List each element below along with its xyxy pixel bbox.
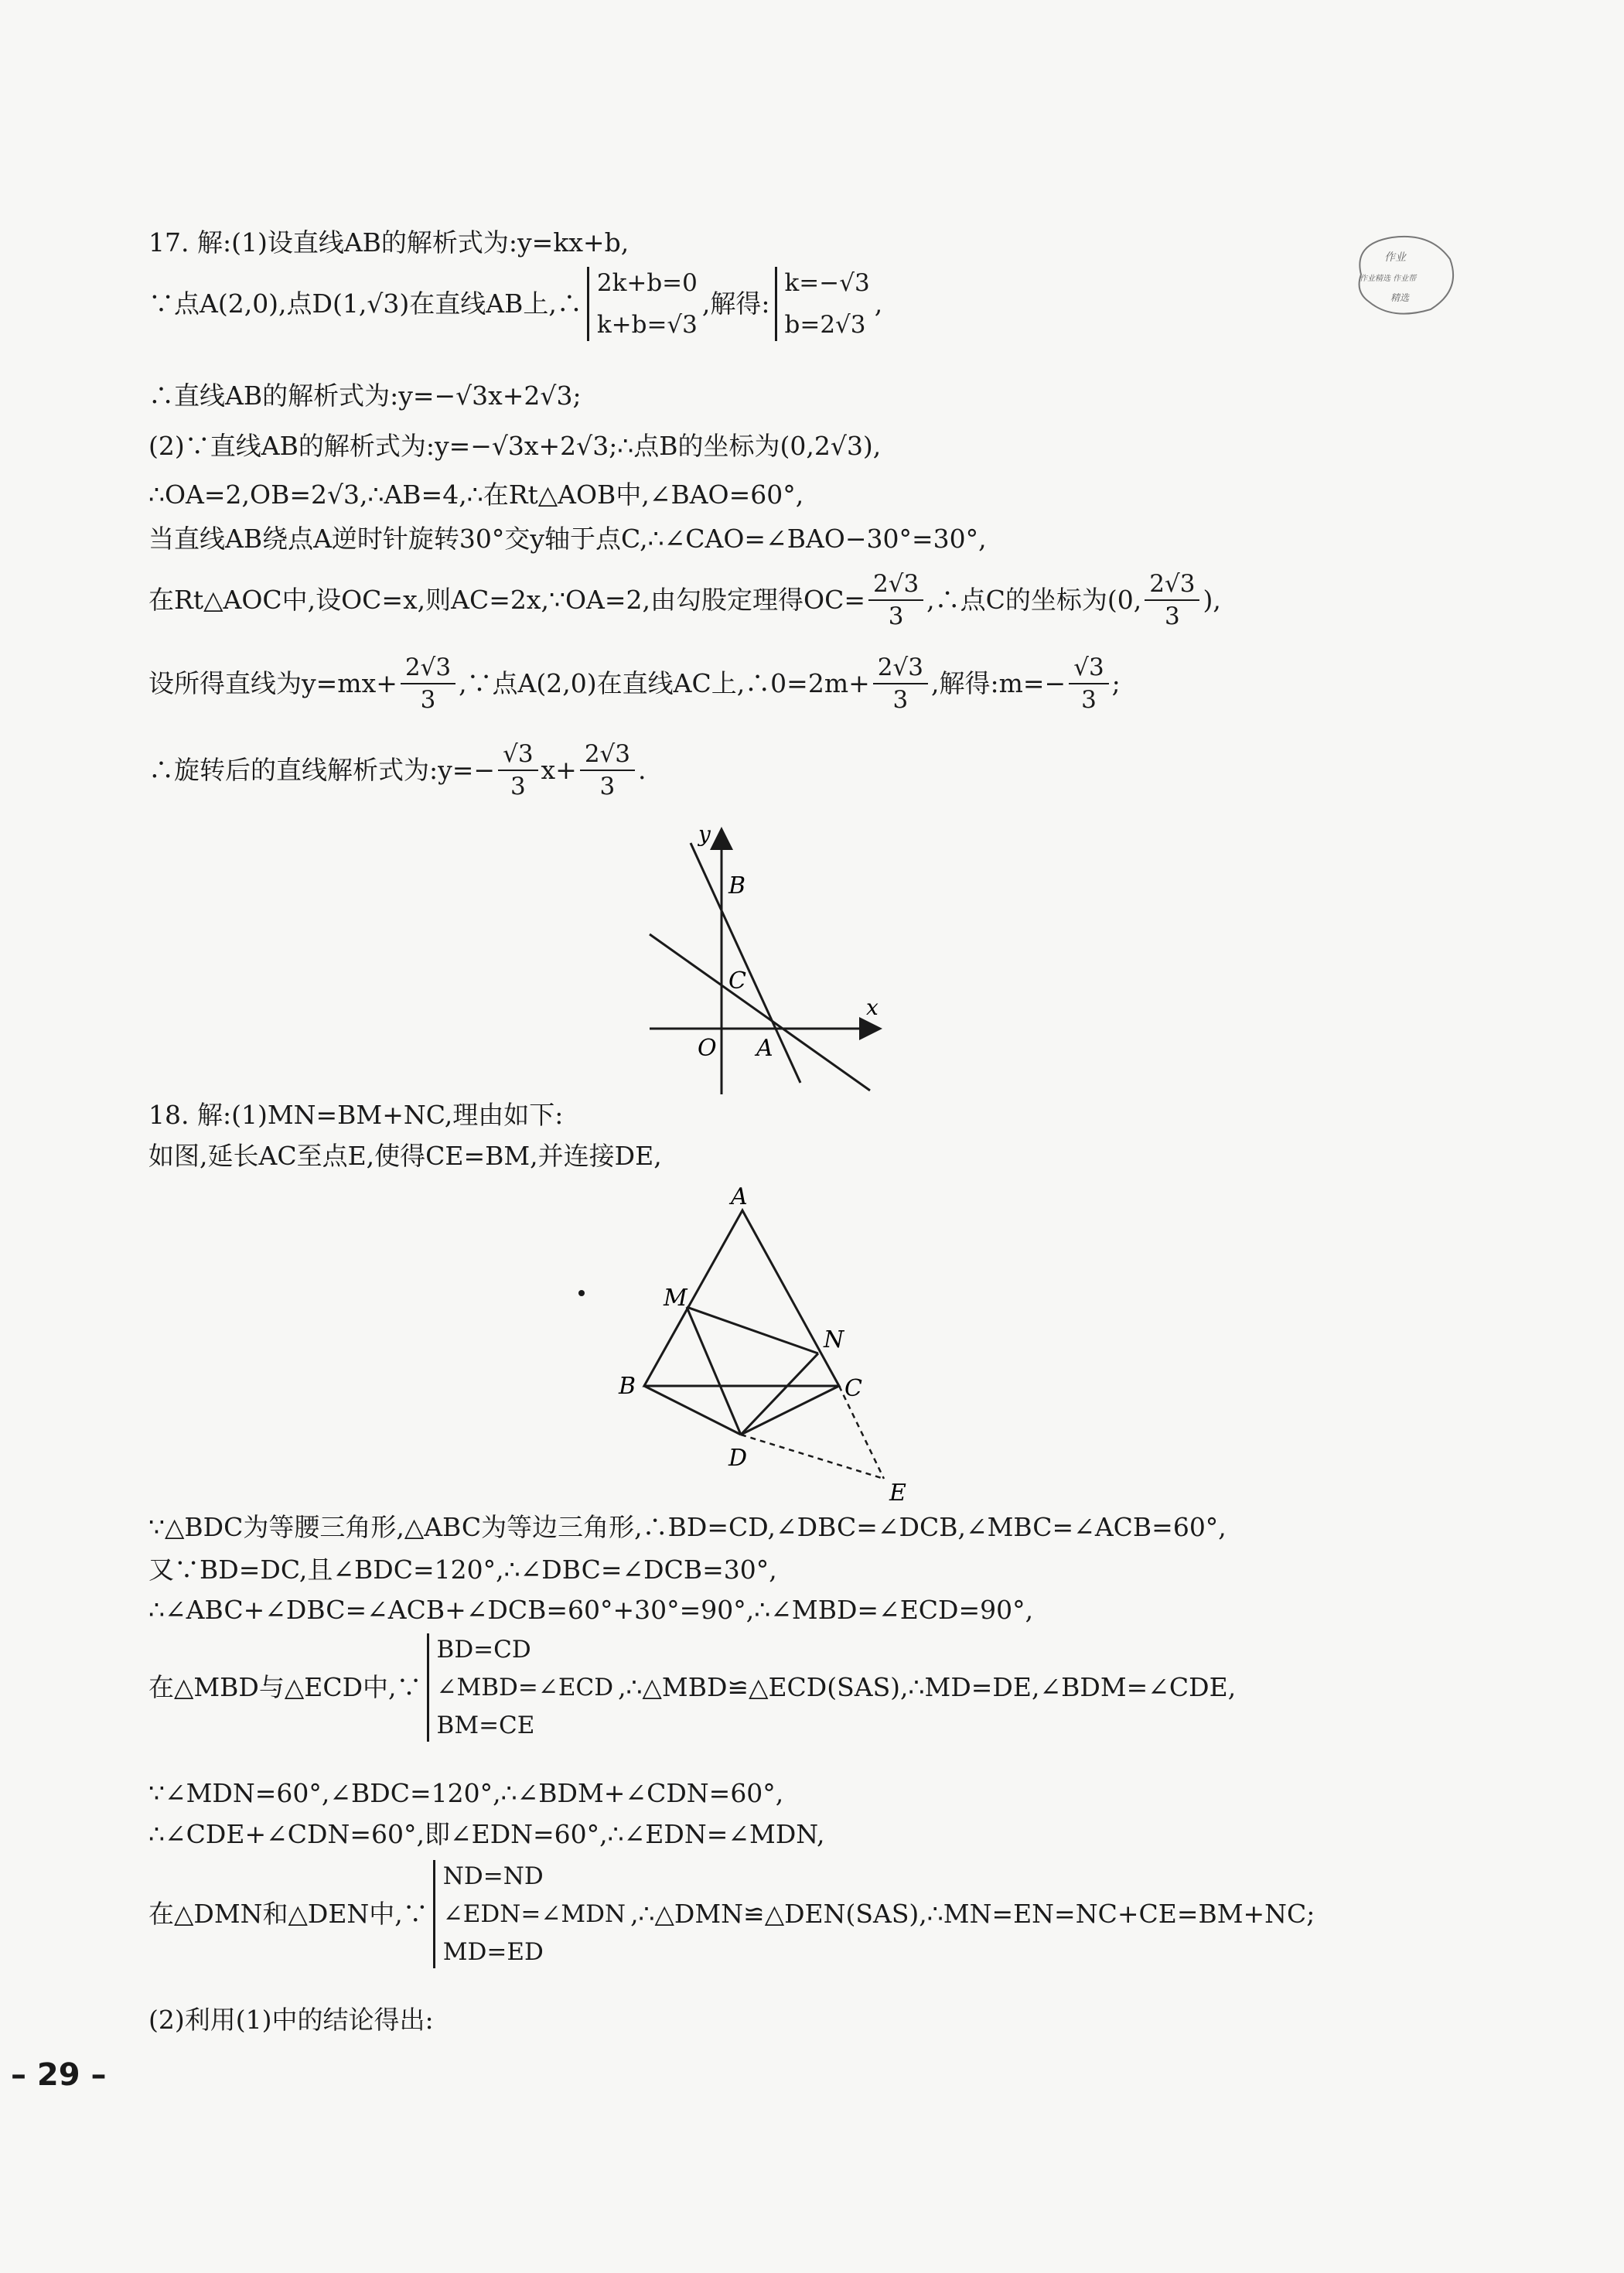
system-eq: ND=ND bbox=[442, 1862, 544, 1890]
q17-line-5: ∴OA=2,OB=2√3,∴AB=4,∴在Rt△AOB中,∠BAO=60°, bbox=[148, 480, 804, 510]
q18-line-7: ∵∠MDN=60°,∠BDC=120°,∴∠BDM+∠CDN=60°, bbox=[148, 1778, 784, 1808]
segment-bd bbox=[644, 1386, 741, 1435]
q18-line-9 bbox=[148, 1860, 1315, 1968]
q17-line-7-mid: ,∴点C的坐标为(0, bbox=[926, 585, 1142, 615]
frac-num: 2√3 bbox=[1145, 568, 1199, 601]
q17-line-2-mid: ,解得: bbox=[701, 288, 770, 319]
frac-den: 3 bbox=[1081, 686, 1097, 714]
label-x: x bbox=[866, 995, 879, 1020]
q17-line-4: (2)∵直线AB的解析式为:y=−√3x+2√3;∴点B的坐标为(0,2√3), bbox=[148, 431, 882, 461]
label-n: N bbox=[824, 1326, 844, 1353]
q17-line-7-pre: 在Rt△AOC中,设OC=x,则AC=2x,∵OA=2,由勾股定理得OC= bbox=[148, 585, 865, 615]
q18-line-6-pre: 在△MBD与△ECD中,∵ bbox=[148, 1672, 422, 1702]
q18-line-8: ∴∠CDE+∠CDN=60°,即∠EDN=60°,∴∠EDN=∠MDN, bbox=[148, 1819, 825, 1849]
stray-dot bbox=[578, 1290, 585, 1296]
q17-line-8-post: ; bbox=[1111, 668, 1121, 698]
frac-den: 3 bbox=[599, 773, 616, 800]
q18-line-6-post: ,∴△MBD≌△ECD(SAS),∴MD=DE,∠BDM=∠CDE, bbox=[618, 1672, 1237, 1702]
frac-den: 3 bbox=[1165, 602, 1180, 630]
q17-line-2-pre: ∵点A(2,0),点D(1,√3)在直线AB上,∴ bbox=[148, 288, 582, 319]
q18-line-1: 18. 解:(1)MN=BM+NC,理由如下: bbox=[148, 1100, 564, 1130]
label-b: B bbox=[619, 1373, 636, 1400]
q18-system-1 bbox=[427, 1633, 614, 1742]
q17-line-9-mid: x+ bbox=[541, 755, 577, 785]
system-eq: 2k+b=0 bbox=[596, 269, 698, 297]
label-d: D bbox=[728, 1445, 748, 1472]
label-a: A bbox=[756, 1035, 773, 1062]
q17-line-8-mid1: ,∵点A(2,0)在直线AC上,∴0=2m+ bbox=[459, 668, 870, 698]
frac-den: 3 bbox=[510, 773, 526, 800]
system-eq: ∠EDN=∠MDN bbox=[442, 1900, 626, 1928]
fraction bbox=[868, 568, 923, 632]
q18-system-2 bbox=[433, 1860, 626, 1968]
system-eq: BM=CE bbox=[436, 1712, 535, 1739]
q17-line-3: ∴直线AB的解析式为:y=−√3x+2√3; bbox=[148, 381, 582, 411]
q17-line-9-pre: ∴旋转后的直线解析式为:y=− bbox=[148, 755, 496, 785]
q17-system-2 bbox=[775, 267, 870, 341]
q17-line-7-post: ), bbox=[1203, 585, 1221, 615]
frac-num: √3 bbox=[1069, 652, 1108, 684]
q18-line-4: 又∵BD=DC,且∠BDC=120°,∴∠DBC=∠DCB=30°, bbox=[148, 1555, 777, 1585]
q18-line-2: 如图,延长AC至点E,使得CE=BM,并连接DE, bbox=[148, 1141, 662, 1171]
q18-line-10: (2)利用(1)中的结论得出: bbox=[148, 2005, 434, 2035]
q17-line-8-mid2: ,解得:m=− bbox=[930, 668, 1066, 698]
q18-line-5: ∴∠ABC+∠DBC=∠ACB+∠DCB=60°+30°=90°,∴∠MBD=∠ECD=90°, bbox=[148, 1595, 1034, 1625]
segment-cd bbox=[741, 1386, 839, 1435]
frac-num: 2√3 bbox=[868, 568, 923, 601]
frac-den: 3 bbox=[888, 602, 904, 630]
label-y: y bbox=[698, 821, 711, 847]
q17-line-1: 17. 解:(1)设直线AB的解析式为:y=kx+b, bbox=[148, 227, 629, 258]
label-o: O bbox=[698, 1035, 717, 1062]
fraction bbox=[401, 652, 455, 715]
fraction bbox=[580, 739, 635, 802]
q17-line-2 bbox=[148, 267, 882, 341]
q17-line-7 bbox=[148, 568, 1221, 632]
stamp-logo bbox=[1346, 228, 1462, 321]
label-b: B bbox=[728, 872, 746, 899]
segment-de-dashed bbox=[741, 1435, 884, 1479]
system-eq: ∠MBD=∠ECD bbox=[436, 1674, 614, 1701]
system-eq: MD=ED bbox=[442, 1938, 544, 1966]
fraction bbox=[1069, 652, 1108, 715]
label-m: M bbox=[664, 1285, 687, 1312]
segment-nd bbox=[741, 1353, 818, 1435]
frac-num: 2√3 bbox=[401, 652, 455, 684]
segment-md bbox=[687, 1307, 741, 1435]
stamp-line2: 作业精选 作业帮 bbox=[1360, 275, 1417, 283]
system-eq: k=−√3 bbox=[784, 269, 870, 297]
coordinate-graph bbox=[642, 820, 889, 1098]
frac-num: 2√3 bbox=[873, 652, 928, 684]
frac-den: 3 bbox=[420, 686, 436, 714]
q17-line-2-post: , bbox=[874, 288, 883, 319]
triangle-figure bbox=[572, 1183, 928, 1508]
q17-line-6: 当直线AB绕点A逆时针旋转30°交y轴于点C,∴∠CAO=∠BAO−30°=30°, bbox=[148, 524, 987, 554]
frac-den: 3 bbox=[892, 686, 909, 714]
q18-line-9-pre: 在△DMN和△DEN中,∵ bbox=[148, 1899, 428, 1929]
page-number: – 29 – bbox=[11, 2057, 107, 2093]
label-c: C bbox=[728, 968, 746, 995]
label-e: E bbox=[889, 1479, 906, 1507]
fraction bbox=[873, 652, 928, 715]
fraction bbox=[1145, 568, 1199, 632]
stamp-line3: 精选 bbox=[1390, 292, 1410, 303]
stamp-line1: 作业 bbox=[1384, 251, 1406, 264]
fraction bbox=[498, 739, 537, 802]
q18-line-9-post: ,∴△DMN≌△DEN(SAS),∴MN=EN=NC+CE=BM+NC; bbox=[630, 1899, 1315, 1929]
q17-line-9 bbox=[148, 739, 647, 802]
q18-line-3: ∵△BDC为等腰三角形,△ABC为等边三角形,∴BD=CD,∠DBC=∠DCB,∠MBC=∠ACB=60°, bbox=[148, 1512, 1227, 1542]
q18-line-6 bbox=[148, 1633, 1236, 1742]
q17-line-8-pre: 设所得直线为y=mx+ bbox=[148, 668, 397, 698]
frac-num: √3 bbox=[498, 739, 537, 771]
q17-line-8 bbox=[148, 652, 1121, 715]
label-c: C bbox=[844, 1375, 862, 1402]
frac-num: 2√3 bbox=[580, 739, 635, 771]
q17-line-9-post: . bbox=[638, 755, 647, 785]
system-eq: b=2√3 bbox=[784, 311, 866, 339]
system-eq: BD=CD bbox=[436, 1636, 531, 1664]
label-a: A bbox=[731, 1183, 748, 1210]
q17-system-1 bbox=[587, 267, 698, 341]
line-ac bbox=[650, 934, 870, 1090]
system-eq: k+b=√3 bbox=[596, 311, 698, 339]
